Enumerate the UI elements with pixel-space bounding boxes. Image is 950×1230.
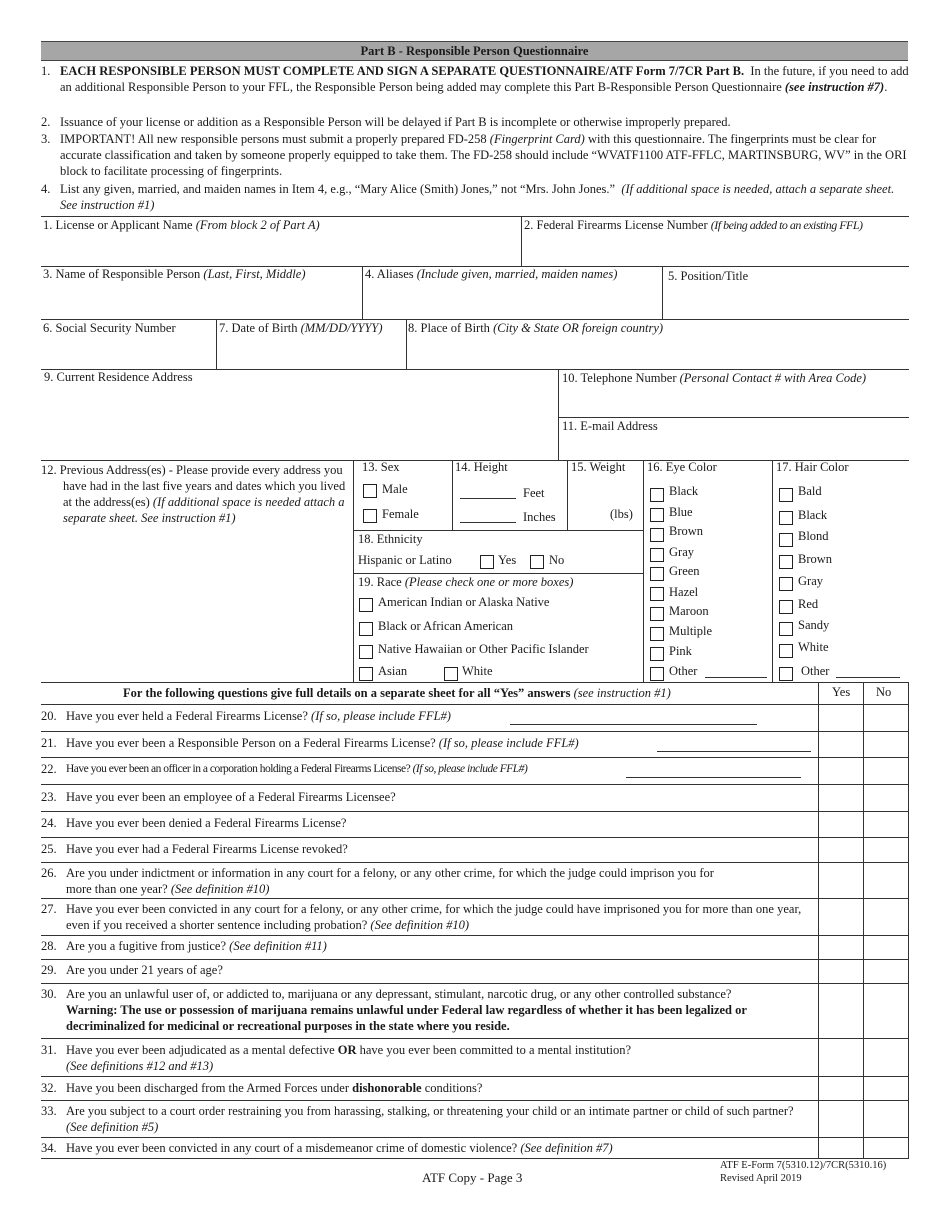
field-8-label: 8. Place of Birth (City & State OR foreign country) xyxy=(408,321,664,335)
q23-yes-cell[interactable] xyxy=(819,785,862,810)
q30-no-cell[interactable] xyxy=(864,984,907,1037)
option-label: American Indian or Alaska Native xyxy=(378,595,550,609)
divider xyxy=(41,959,909,960)
question-20: 20. Have you ever held a Federal Firearms License? (If so, please include FFL#) xyxy=(41,709,451,723)
field-6-label: 6. Social Security Number xyxy=(43,321,176,335)
option-label: Asian xyxy=(378,664,408,678)
option-label: Brown xyxy=(669,524,704,538)
eye-green-checkbox[interactable] xyxy=(650,567,664,581)
race-pacific-islander-checkbox[interactable] xyxy=(359,645,373,659)
q23-no-cell[interactable] xyxy=(864,785,907,810)
option-label: Male xyxy=(382,482,408,496)
divider xyxy=(41,983,909,984)
divider xyxy=(908,682,909,1158)
divider xyxy=(362,266,363,319)
divider xyxy=(558,417,909,418)
hair-other-input[interactable] xyxy=(836,677,900,678)
page-footer: ATF Copy - Page 3 xyxy=(422,1170,523,1185)
q34-yes-cell[interactable] xyxy=(819,1138,862,1157)
eye-pink-checkbox[interactable] xyxy=(650,647,664,661)
option-label: Red xyxy=(798,597,819,611)
question-34: 34. Have you ever been convicted in any court of a misdemeanor crime of domestic violence? (See definition #7) xyxy=(41,1141,613,1155)
form-id: ATF E-Form 7(5310.12)/7CR(5310.16) xyxy=(720,1160,887,1171)
option-label: Gray xyxy=(669,545,694,559)
option-label: Black or African American xyxy=(378,619,514,633)
sex-male-checkbox[interactable] xyxy=(363,484,377,498)
instruction-2: 2. Issuance of your license or addition as a Responsible Person will be delayed if Part B is incomplete or otherwise improperly prepared. xyxy=(41,115,731,129)
q29-no-cell[interactable] xyxy=(864,960,907,982)
divider xyxy=(41,682,909,683)
option-label: Blond xyxy=(798,529,829,543)
hair-brown-checkbox[interactable] xyxy=(779,555,793,569)
no-column-header: No xyxy=(876,685,892,699)
section-header: Part B - Responsible Person Questionnaire xyxy=(41,41,908,61)
question-30: 30. Are you an unlawful user of, or addicted to, marijuana or any depressant, stimulant, narcotic drug, or any other controlled substance? Warning: The use or possession of marijuana remains unlawful under Federal law regardless of whether it has been legalized or decriminalized for medicinal or recreational purposes in the state where you reside. xyxy=(41,987,747,1033)
q20-ffl-input[interactable] xyxy=(510,724,757,725)
eye-brown-checkbox[interactable] xyxy=(650,528,664,542)
questions-header: For the following questions give full details on a separate sheet for all “Yes” answers (see instruction #1) xyxy=(123,686,671,700)
ethnicity-no-checkbox[interactable] xyxy=(530,555,544,569)
q31-yes-cell[interactable] xyxy=(819,1039,862,1075)
divider xyxy=(41,731,909,732)
divider xyxy=(772,460,773,682)
divider xyxy=(521,216,522,266)
question-27: 27. Have you ever been convicted in any court for a felony, or any other crime, for which the judge could have imprisoned you for more than one year, even if you received a shorter sentence including probation? (See definition #10) xyxy=(41,902,802,932)
q32-yes-cell[interactable] xyxy=(819,1077,862,1099)
question-29: 29. Are you under 21 years of age? xyxy=(41,963,223,977)
option-label: Hazel xyxy=(669,585,699,599)
field-5-label: 5. Position/Title xyxy=(668,269,749,283)
q32-no-cell[interactable] xyxy=(864,1077,907,1099)
divider xyxy=(41,784,909,785)
race-asian-checkbox[interactable] xyxy=(359,667,373,681)
q25-no-cell[interactable] xyxy=(864,838,907,861)
field-16-label: 16. Eye Color xyxy=(647,460,717,474)
hair-gray-checkbox[interactable] xyxy=(779,577,793,591)
field-13-label: 13. Sex xyxy=(362,460,400,474)
option-label: Black xyxy=(798,508,828,522)
question-28: 28. Are you a fugitive from justice? (See definition #11) xyxy=(41,939,327,953)
question-23: 23. Have you ever been an employee of a Federal Firearms Licensee? xyxy=(41,790,396,804)
hair-red-checkbox[interactable] xyxy=(779,600,793,614)
option-label: Multiple xyxy=(669,624,713,638)
ethnicity-yes-checkbox[interactable] xyxy=(480,555,494,569)
q20-no-cell[interactable] xyxy=(864,705,907,730)
field-3-label: 3. Name of Responsible Person (Last, First, Middle) xyxy=(43,267,306,281)
question-32: 32. Have you been discharged from the Armed Forces under dishonorable conditions? xyxy=(41,1081,483,1095)
q22-ffl-input[interactable] xyxy=(626,777,801,778)
q22-no-cell[interactable] xyxy=(864,758,907,783)
ethnicity-question: Hispanic or Latino xyxy=(358,553,452,567)
height-inches-label: Inches xyxy=(523,510,556,524)
q27-yes-cell[interactable] xyxy=(819,899,862,934)
field-15-label: 15. Weight xyxy=(571,460,626,474)
divider xyxy=(41,1158,909,1159)
field-7-label: 7. Date of Birth (MM/DD/YYYY) xyxy=(219,321,383,335)
eye-other-input[interactable] xyxy=(705,677,767,678)
divider xyxy=(41,1038,909,1039)
divider xyxy=(353,573,643,574)
divider xyxy=(41,1076,909,1077)
eye-maroon-checkbox[interactable] xyxy=(650,607,664,621)
field-19-label: 19. Race (Please check one or more boxes) xyxy=(358,575,574,589)
hair-bald-checkbox[interactable] xyxy=(779,488,793,502)
weight-unit: (lbs) xyxy=(610,507,633,521)
option-label: Yes xyxy=(498,553,517,567)
option-label: Black xyxy=(669,484,699,498)
divider xyxy=(662,266,663,319)
hair-sandy-checkbox[interactable] xyxy=(779,622,793,636)
hair-other-checkbox[interactable] xyxy=(779,667,793,681)
question-21: 21. Have you ever been a Responsible Person on a Federal Firearms License? (If so, please include FFL#) xyxy=(41,736,579,750)
option-label: No xyxy=(549,553,565,567)
option-label: Pink xyxy=(669,644,692,658)
race-white-checkbox[interactable] xyxy=(444,667,458,681)
eye-gray-checkbox[interactable] xyxy=(650,548,664,562)
q33-yes-cell[interactable] xyxy=(819,1101,862,1136)
instruction-4: 4. List any given, married, and maiden names in Item 4, e.g., “Mary Alice (Smith) Jones,” not “Mrs. John Jones.” (If additional space is needed, attach a separate sheet. See instruction #1) xyxy=(41,182,895,212)
eye-other-checkbox[interactable] xyxy=(650,667,664,681)
option-label: Bald xyxy=(798,484,822,498)
q22-yes-cell[interactable] xyxy=(819,758,862,783)
option-label: Maroon xyxy=(669,604,709,618)
question-26: 26. Are you under indictment or information in any court for a felony, or any other crime, for which the judge could imprison you for more than one year? (See definition #10) xyxy=(41,866,714,896)
option-label: Other xyxy=(669,664,698,678)
q24-yes-cell[interactable] xyxy=(819,812,862,836)
q29-yes-cell[interactable] xyxy=(819,960,862,982)
divider xyxy=(41,898,909,899)
instruction-3: 3. IMPORTANT! All new responsible persons must submit a properly prepared FD-258 (Fingerprint Card) with this questionnaire. The fingerprints must be clear for accurate classification and taken by someone properly equipped to take them. The FD-258 should include “WVATF1100 ATF-FFLC, MARTINSBURG, WV” in the ORI block to facilitate processing of fingerprints. xyxy=(41,132,907,178)
divider xyxy=(452,460,453,530)
divider xyxy=(558,369,559,460)
field-18-label: 18. Ethnicity xyxy=(358,532,423,546)
sex-female-checkbox[interactable] xyxy=(363,509,377,523)
field-10-label: 10. Telephone Number (Personal Contact # with Area Code) xyxy=(562,371,867,385)
question-33: 33. Are you subject to a court order restraining you from harassing, stalking, or threatening your child or an intimate partner or child of such partner? (See definition #5) xyxy=(41,1104,794,1134)
divider xyxy=(41,319,909,320)
eye-black-checkbox[interactable] xyxy=(650,488,664,502)
q20-yes-cell[interactable] xyxy=(819,705,862,730)
q34-no-cell[interactable] xyxy=(864,1138,907,1157)
race-american-indian-checkbox[interactable] xyxy=(359,598,373,612)
q26-yes-cell[interactable] xyxy=(819,863,862,897)
question-22: 22. Have you ever been an officer in a corporation holding a Federal Firearms License? (If so, please include FFL#) xyxy=(41,762,528,776)
eye-multiple-checkbox[interactable] xyxy=(650,627,664,641)
field-2-label: 2. Federal Firearms License Number (If being added to an existing FFL) xyxy=(524,218,863,232)
field-12-label: 12. Previous Address(es) - Please provide every address you have had in the last five years and dates which you lived at the address(es) (If additional space is needed attach a separate sheet. See instruction #1) xyxy=(41,463,346,525)
divider xyxy=(643,460,644,682)
yes-column-header: Yes xyxy=(832,685,851,699)
height-inches-input[interactable] xyxy=(460,522,516,523)
field-1-label: 1. License or Applicant Name (From block 2 of Part A) xyxy=(43,218,320,232)
height-feet-input[interactable] xyxy=(460,498,516,499)
option-label: Native Hawaiian or Other Pacific Islander xyxy=(378,642,589,656)
divider xyxy=(216,319,217,369)
q26-no-cell[interactable] xyxy=(864,863,907,897)
option-label: Female xyxy=(382,507,419,521)
option-label: Other xyxy=(801,664,830,678)
divider xyxy=(41,862,909,863)
eye-hazel-checkbox[interactable] xyxy=(650,587,664,601)
hair-blond-checkbox[interactable] xyxy=(779,533,793,547)
field-17-label: 17. Hair Color xyxy=(776,460,849,474)
field-4-label: 4. Aliases (Include given, married, maiden names) xyxy=(365,267,618,281)
hair-white-checkbox[interactable] xyxy=(779,644,793,658)
q21-yes-cell[interactable] xyxy=(819,732,862,756)
height-feet-label: Feet xyxy=(523,486,545,500)
q21-ffl-input[interactable] xyxy=(657,751,811,752)
question-31: 31. Have you ever been adjudicated as a mental defective OR have you ever been committed to a mental institution? (See definitions #12 and #13) xyxy=(41,1043,632,1073)
instruction-1: 1. EACH RESPONSIBLE PERSON MUST COMPLETE AND SIGN A SEPARATE QUESTIONNAIRE/ATF Form 7/7CR Part B. In the future, if you need to add an additional Responsible Person to your FFL, the Responsible Person being added may complete this Part B-Responsible Person Questionnaire (see instruction #7). xyxy=(41,64,909,94)
divider xyxy=(353,530,643,531)
q31-no-cell[interactable] xyxy=(864,1039,907,1075)
divider xyxy=(41,1100,909,1101)
hair-black-checkbox[interactable] xyxy=(779,511,793,525)
option-label: Blue xyxy=(669,505,693,519)
race-black-checkbox[interactable] xyxy=(359,622,373,636)
q33-no-cell[interactable] xyxy=(864,1101,907,1136)
eye-blue-checkbox[interactable] xyxy=(650,508,664,522)
divider xyxy=(41,757,909,758)
field-11-label: 11. E-mail Address xyxy=(562,419,658,433)
option-label: Green xyxy=(669,564,700,578)
field-14-label: 14. Height xyxy=(455,460,508,474)
q24-no-cell[interactable] xyxy=(864,812,907,836)
option-label: White xyxy=(798,640,829,654)
divider xyxy=(41,811,909,812)
divider xyxy=(41,216,909,217)
q27-no-cell[interactable] xyxy=(864,899,907,934)
option-label: Brown xyxy=(798,552,833,566)
q21-no-cell[interactable] xyxy=(864,732,907,756)
option-label: Sandy xyxy=(798,618,830,632)
q28-no-cell[interactable] xyxy=(864,936,907,958)
revision-date: Revised April 2019 xyxy=(720,1173,802,1184)
q30-yes-cell[interactable] xyxy=(819,984,862,1037)
option-label: White xyxy=(462,664,493,678)
field-9-label: 9. Current Residence Address xyxy=(44,370,193,384)
divider xyxy=(406,319,407,369)
divider xyxy=(567,460,568,530)
q28-yes-cell[interactable] xyxy=(819,936,862,958)
divider xyxy=(41,704,909,705)
divider xyxy=(41,935,909,936)
question-24: 24. Have you ever been denied a Federal Firearms License? xyxy=(41,816,347,830)
q25-yes-cell[interactable] xyxy=(819,838,862,861)
divider xyxy=(41,1137,909,1138)
option-label: Gray xyxy=(798,574,823,588)
divider xyxy=(41,837,909,838)
question-25: 25. Have you ever had a Federal Firearms License revoked? xyxy=(41,842,348,856)
